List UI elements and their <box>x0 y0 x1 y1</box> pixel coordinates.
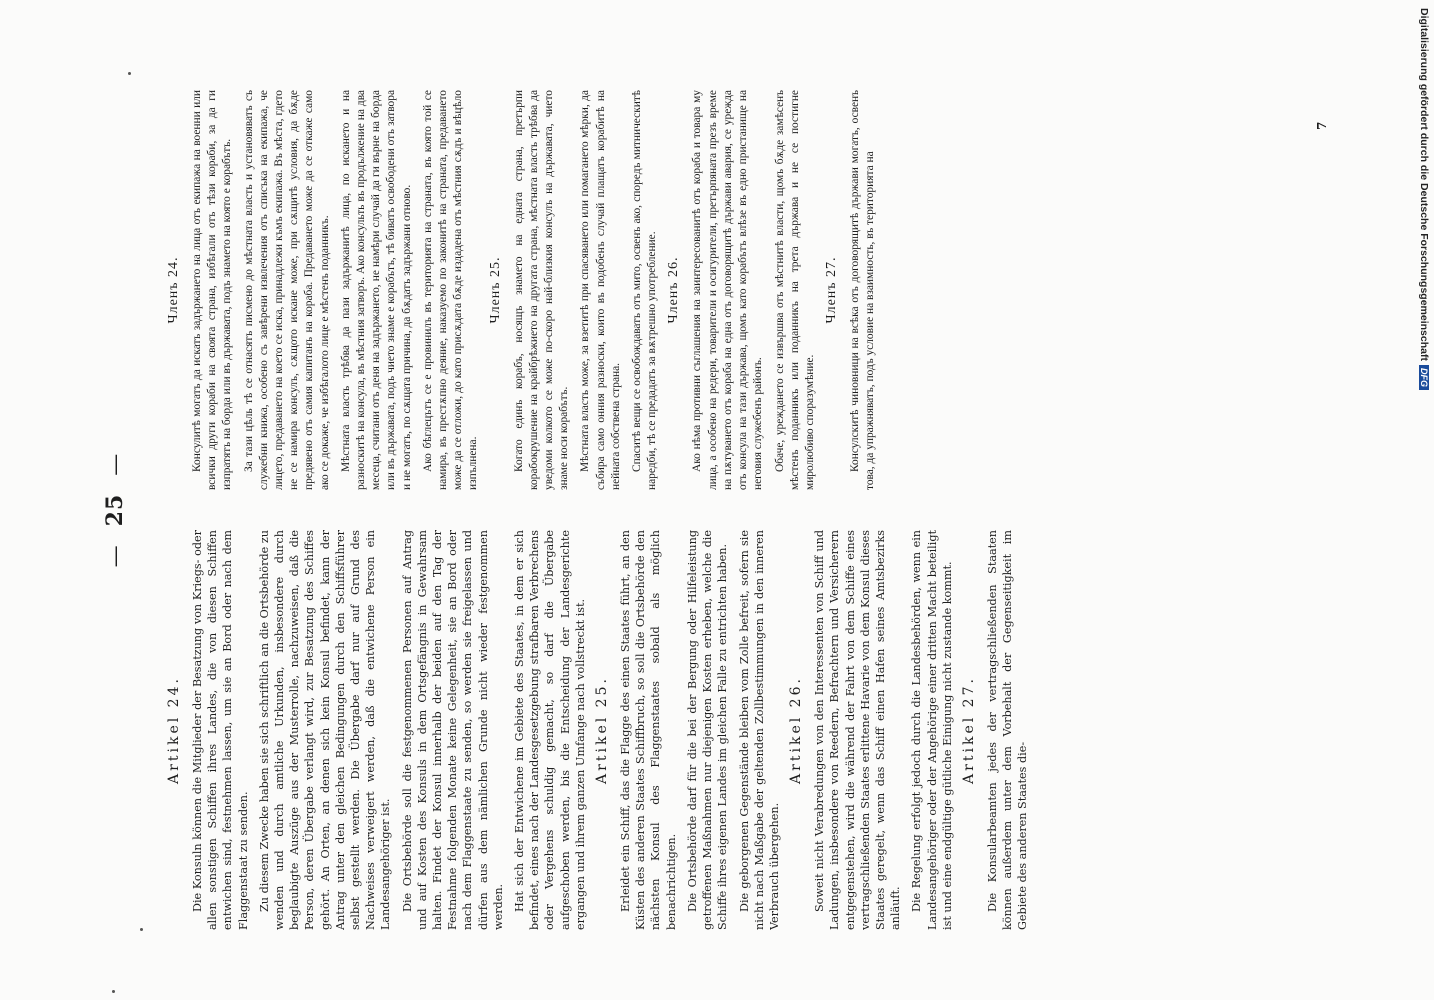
article-title: Членъ 25. <box>487 256 503 324</box>
paragraph: Die Regelung erfolgt jedoch durch die Landesbehörden, wenn ein Landesangehöriger oder der Angehörige einer dritten Macht beteiligt ist und eine endgültige gütliche Einigung nicht zustande kommt. <box>910 530 954 930</box>
paragraph: Консулскитѣ чиновници на всѣка отъ договорящитѣ държави могатъ, освенъ това, да упражняватъ, подъ условие на взаимность, въ територията на <box>849 90 877 490</box>
rotated-document <box>100 70 1370 950</box>
article-block <box>961 530 1031 930</box>
dfg-logo: DFG <box>1419 365 1429 390</box>
paragraph: Die Ortsbehörde soll die festgenommenen Personen auf Antrag und auf Kosten des Konsuls in dem Ortsgefängnis in Gewahrsam halten. Findet der Konsul innerhalb der beiden auf den Tag der Festnahme folgenden Monate keine Gelegenheit, sie an Bord oder nach dem Flaggenstaate zu senden, so werden sie freigelassen und dürfen aus dem nämlichen Grunde nicht wieder festgenommen werden. <box>400 530 505 930</box>
page-number-dash-right: — <box>103 452 128 476</box>
scan-speck <box>140 928 143 931</box>
article-block <box>166 90 482 490</box>
article-block <box>166 530 588 930</box>
paragraph: Die Konsuln können die Mitglieder der Besatzung von Kriegs- oder allen sonstigen Schiffen ihres Landes, die von diesen Schiffen entwichen sind, festnehmen lassen, um sie an Bord oder nach dem Flaggenstaat zu senden. <box>191 530 250 930</box>
page-number <box>102 70 128 950</box>
paragraph: Die Ortsbehörde darf für die bei der Bergung oder Hilfeleistung getroffenen Maßnahmen nur diejenigen Kosten erheben, welche die Schiffe ihres eigenen Landes im gleichen Falle zu entrichten haben. <box>685 530 730 930</box>
article-title: Artikel 25. <box>594 676 611 784</box>
article-title: Artikel 26. <box>788 676 805 784</box>
paragraph: Hat sich der Entwichene im Gebiete des Staates, in dem er sich befindet, eines nach der Landesgesetzgebung strafbaren Verbrechens oder Vergehens schuldig gemacht, so darf die Übergabe aufgeschoben werden, bis die Entscheidung der Landesgerichte ergangen und ihrem ganzen Umfange nach vollstreckt ist. <box>513 530 587 930</box>
paragraph: Soweit nicht Verabredungen von den Interessenten von Schiff und Ladungen, insbesondere von Reedern, Befrachtern und Versicherern entgegenstehen, wird die während der Fahrt von dem Schiffe eines vertragschließenden Staates erlittene Havarie von dem Konsul dieses Staates geregelt, wenn das Schiff einen Hafen seines Amtsbezirks anläuft. <box>813 530 903 930</box>
article-block <box>824 90 878 490</box>
article-block <box>788 530 955 930</box>
article-title: Членъ 24. <box>166 256 181 324</box>
article-title: Artikel 24. <box>166 676 182 784</box>
article-block <box>488 90 661 490</box>
paragraph: Ако бѣглецътъ се е провинилъ въ територията на страната, въ която той се намира, въ престѫпно деяние, наказуемо по законитѣ на страната, предаването може да се отложи, до като присѫдата бѫде издадена отъ мѣстния сѫдъ и вѣцѣло изпълнена. <box>421 90 480 490</box>
article-block <box>666 90 818 490</box>
paragraph: За тази цѣль тѣ се отнасятъ писмено до мѣстната власть и установяватъ съ служебни книжа, особено съ завѣрени извлечения отъ списъка на екипажа, че лицето, предаването на което се иска, принадлежи къмъ екипажа. Въ мѣста, гдето не се намира консулъ, сѫщото искане може, при сѫщитѣ условия, да бѫде предявено отъ самия капитанъ на кораба. Предаването може да се откаже само ако се докаже, че избѣгалото лице е мѣстенъ поданникъ. <box>242 90 331 490</box>
paragraph: Мѣстната власть може, за взетитѣ при спасяването или помагането мѣрки, да събира само онния разноски, които въ подобенъ случай плащатъ корабитѣ на нейната собствена страна. <box>579 90 622 490</box>
paragraph: Обаче, уреждането се извършва отъ мѣстнитѣ власти, щомъ бѫде замѣсенъ мѣстенъ поданникъ или поданникъ на трета държава и не се постигне миролюбиво споразумѣние. <box>773 90 816 490</box>
paragraph: Когато единъ корабъ, носящъ знамето на едната страна, претърпи корабокрушение на крайбрѣжието на другата страна, мѣстната власть трѣбва да уведоми колкото се може по-скоро най-близкия консулъ на държавата, чието знаме носи корабътъ. <box>512 90 571 490</box>
paragraph: Zu diesem Zwecke haben sie sich schriftlich an die Ortsbehörde zu wenden und durch amtliche Urkunden, insbesondere durch beglaubigte Auszüge aus der Musterrolle, nachzuweisen, daß die Person, deren Übergabe verlangt wird, zur Besatzung des Schiffes gehört. An Orten, an denen sich kein Konsul befindet, kann der Antrag unter den gleichen Bedingungen durch den Schiffsführer selbst gestellt werden. Die Übergabe darf nur auf Grund des Nachweises verweigert werden, daß die entwichene Person ein Landesangehöriger ist. <box>257 530 393 930</box>
paragraph: Ако нѣма противни съглашения на заинтересованитѣ отъ кораба и товара му лица, а особено на редери, товарители и осигурители, претърпяната презъ време на пѫтуването отъ кораба на една отъ договорящитѣ държави авария, се урежда отъ консула на тази държава, щомъ като корабътъ влѣзе въ едно пристанище на неговия служебенъ районъ. <box>691 90 765 490</box>
page-number-value: 25 <box>102 493 128 527</box>
signature-marker: 7 <box>1315 121 1329 130</box>
scan-speck <box>128 72 131 75</box>
paragraph: Erleidet ein Schiff, das die Flagge des einen Staates führt, an den Küsten des anderen Staates Schiffbruch, so soll die Ortsbehörde den nächsten Konsul des Flaggenstaates sobald als möglich benachrichtigen. <box>619 530 678 930</box>
dfg-credit <box>1410 8 1430 388</box>
article-title: Членъ 26. <box>666 256 682 324</box>
paragraph: Спаситѣ вещи се освобождаватъ отъ мито, освенъ ако, споредъ митническитѣ наредби, тѣ се предадатъ за вѫтрешно употребление. <box>631 90 659 490</box>
paragraph: Мѣстната власть трѣбва да пази задържанитѣ лица, по искането и на разноскитѣ на консула, въ мѣстния затворъ. Ако консульть въ продължение на два месеца, считани отъ деня на задържането, не намѣри случай да ги върне на борда или въ държавата, подъ чието знаме е корабътъ, тѣ биватъ освободени отъ затвора и не могатъ, по сѫщата причина, да бѫдатъ задържани отново. <box>339 90 413 490</box>
scan-speck <box>112 990 115 993</box>
dfg-credit-text-wrap <box>1418 8 1430 390</box>
article-block <box>594 530 782 930</box>
dfg-credit-text: Digitalisierung gefördert durch die Deutsche Forschungsgemeinschaft <box>1418 8 1430 361</box>
paragraph: Die Konsularbeamten jedes der vertragschließenden Staaten können außerdem unter dem Vorbehalt der Gegenseitigkeit im Gebiete des anderen Staates die- <box>985 530 1030 930</box>
bulgarian-column <box>160 90 1340 490</box>
article-title: Членъ 27. <box>824 256 840 324</box>
paragraph: Die geborgenen Gegenstände bleiben vom Zolle befreit, sofern sie nicht nach Maßgabe der geltenden Zollbestimmungen in den inneren Verbrauch übergehen. <box>737 530 781 930</box>
german-column <box>160 530 1340 930</box>
page-number-dash-left: — <box>103 544 128 568</box>
paragraph: Консулитѣ могатъ да искатъ задържането на лица отъ екипажа на военни или всички други кораби на своята страна, избѣгали отъ тѣзи кораби, за да ги изпратятъ на борда или въ държавата, подъ знамето на която е корабътъ. <box>191 90 234 490</box>
article-title: Artikel 27. <box>960 676 977 784</box>
